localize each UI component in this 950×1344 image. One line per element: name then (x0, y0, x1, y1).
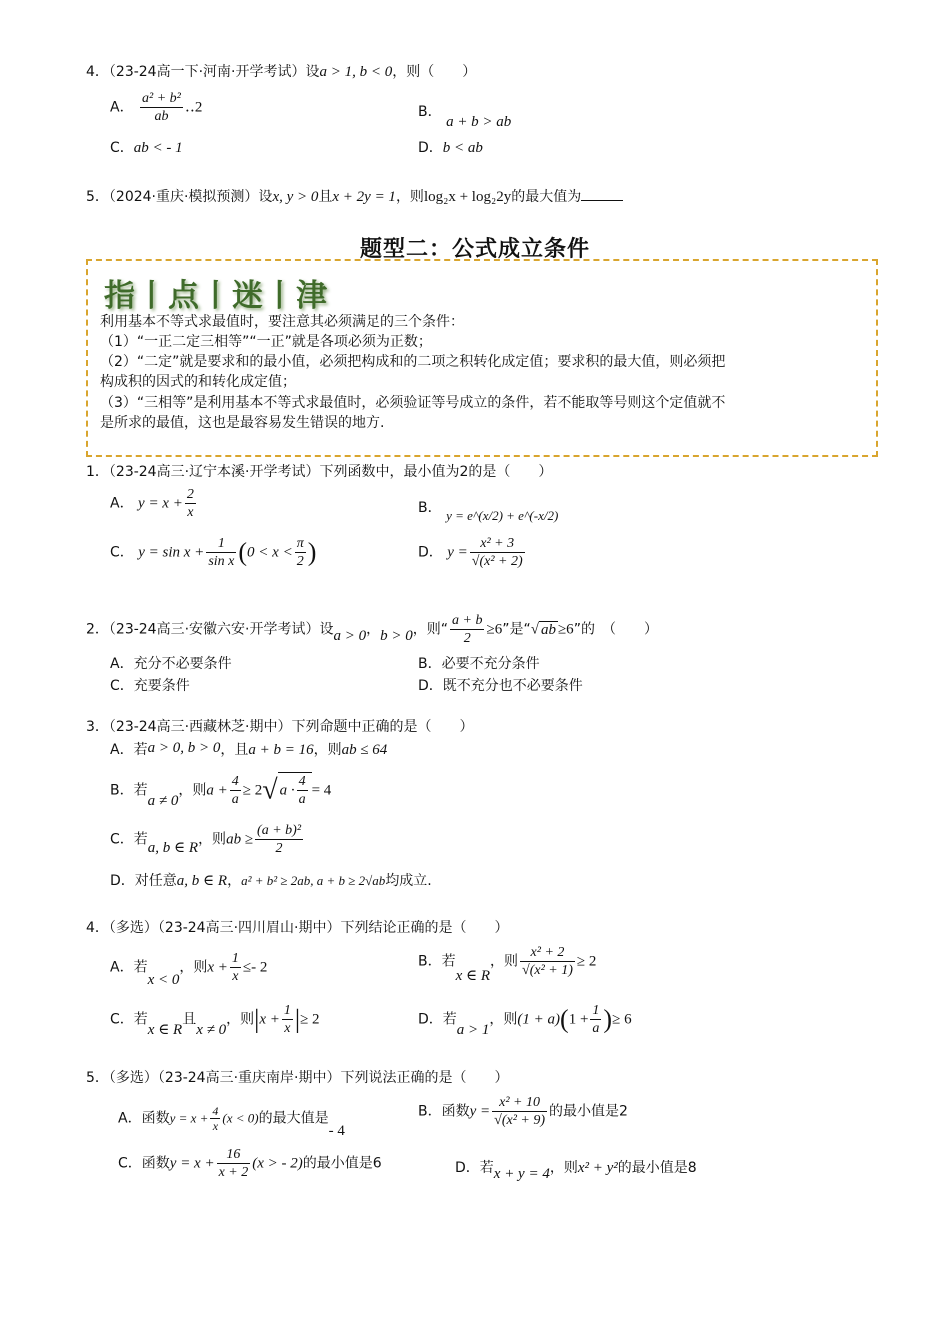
answer-blank[interactable] (581, 186, 623, 201)
q3-option-a: A．若a > 0, b > 0，且a + b = 16，则ab ≤ 64 (110, 740, 388, 758)
q2-option-d: D．既不充分也不必要条件 (418, 678, 583, 694)
question-3: 3．（23-24高三·西藏林芝·期中）下列命题中正确的是（ ） (86, 719, 474, 735)
q3-option-b: B．若a ≠ 0，则a + $\frac{4}{a}$ ≥ 2√ a · $\frac{4}{a}$ = 4 (110, 774, 332, 809)
q2-option-a: A．充分不必要条件 (110, 656, 232, 672)
q5-option-d: D．若x + y = 4，则x² + y²的最小值是8 (455, 1160, 697, 1182)
q1-option-a: A． y = x + $\frac{2}{x}$ (110, 487, 194, 520)
fraction: $\frac{1}{x}$ (231, 951, 239, 984)
fraction: $\frac{\text{x² + 10}}{\text{√(x² + 9)}}$ (494, 1095, 546, 1128)
tip-line: 构成积的因式的和转化成定值； (100, 374, 296, 390)
q1-option-d: D． y = $\frac{\text{x² + 3}}{\text{√(x² + 2)}}$ (418, 536, 523, 569)
fraction: $\frac{4}{a}$ (231, 774, 239, 807)
q5-option-c: C．函数y = x + $\frac{16}{x + 2}$ (x > - 2)的最小值是6 (118, 1147, 382, 1180)
prev-q4-option-a: A． $\frac{\text{a² + b²}}{ab}$ ‥2 (110, 91, 203, 124)
q4-option-a: A．若x < 0，则x + $\frac{1}{x}$ ≤- 2 (110, 951, 268, 988)
q3-option-d: D．对任意a, b ∈ R，a² + b² ≥ 2ab, a + b ≥ 2√ab均成立. (110, 873, 432, 889)
fraction: $\frac{1}{\text{sin x}}$ (208, 536, 235, 569)
question-5: 5．（多选）（23-24高三·重庆南岸·期中）下列说法正确的是（ ） (86, 1070, 509, 1086)
fraction: $\frac{a + b}{2}$ (452, 613, 483, 646)
question-4: 4．（多选）（23-24高三·四川眉山·期中）下列结论正确的是（ ） (86, 920, 509, 936)
tip-line: （1）“一正二定三相等”“一正”就是各项必须为正数； (100, 334, 432, 350)
q1-option-c: C． y = sin x + $\frac{1}{\text{sin x}}$ (0 < x < $\frac{\pi}{2}$ ) (110, 536, 317, 569)
fraction: $\frac{\text{(a + b)²}}{2}$ (257, 823, 302, 856)
q5-option-a: A．函数y = x + $\frac{4}{x}$ (x < 0)的最大值是- 4 (118, 1104, 345, 1139)
tip-line: （3）“三相等”是利用基本不等式求最值时，必须验证等号成立的条件，若不能取等号则这个定值就不 (100, 395, 726, 411)
tip-line: 利用基本不等式求最值时，要注意其必须满足的三个条件： (100, 314, 464, 330)
q4-option-d: D．若a > 1，则(1 + a)(1 + $\frac{1}{a}$ )≥ 6 (418, 1003, 632, 1038)
fraction: $\frac{\text{x² + 3}}{\text{√(x² + 2)}}$ (471, 536, 523, 569)
tip-line: 是所求的最值，这也是最容易发生错误的地方. (100, 415, 385, 431)
question-1: 1．（23-24高三·辽宁本溪·开学考试）下列函数中，最小值为2的是（ ） (86, 464, 553, 480)
prev-q4-option-c: C．ab < - 1 (110, 140, 183, 156)
question-2: 2．（23-24高三·安徽六安·开学考试）设a > 0，b > 0，则“ $\frac{a + b}{2}$ ≥6”是“√ ab ≥6”的 （ ） (86, 613, 658, 646)
tip-title: 指丨点丨迷丨津 (104, 278, 328, 314)
prev-q4-option-d: D．b < ab (418, 140, 483, 156)
q4-option-b: B．若x ∈ R，则 $\frac{\text{x² + 2}}{\text{√(x² + 1)}}$ ≥ 2 (418, 945, 597, 984)
prev-question-5: 5．（2024·重庆·模拟预测）设x, y > 0且x + 2y = 1，则log₂x + log₂2y的最大值为 (86, 186, 623, 207)
q2-option-b: B．必要不充分条件 (418, 656, 540, 672)
fraction: $\frac{\pi}{2}$ (296, 536, 304, 569)
q5-option-b: B．函数y = $\frac{\text{x² + 10}}{\text{√(x² + 9)}}$ 的最小值是2 (418, 1095, 628, 1128)
fraction: $\frac{1}{x}$ (283, 1003, 291, 1036)
fraction: $\frac{\text{a² + b²}}{ab}$ (142, 91, 181, 124)
fraction: $\frac{1}{a}$ (592, 1003, 600, 1036)
fraction: $\frac{\text{x² + 2}}{\text{√(x² + 1)}}$ (522, 945, 573, 978)
fraction: $\frac{2}{x}$ (186, 487, 194, 520)
fraction: $\frac{4}{a}$ (298, 774, 306, 807)
prev-q4-option-b: B． a + b > ab (418, 104, 512, 130)
q4-option-c: C．若x ∈ R且x ≠ 0，则|x + $\frac{1}{x}$ |≥ 2 (110, 1003, 320, 1038)
prev-question-4: 4．（23-24高一下·河南·开学考试）设a > 1, b < 0，则（ ） (86, 64, 477, 80)
fraction: $\frac{16}{x + 2}$ (218, 1147, 249, 1180)
tip-line: （2）“二定”就是要求和的最小值，必须把构成和的二项之积转化成定值；要求积的最大值，则必须把 (100, 354, 726, 370)
section-title: 题型二：公式成立条件 (359, 237, 590, 262)
fraction: $\frac{4}{x}$ (212, 1104, 219, 1133)
q1-option-b: B． y = e^(x/2) + e^(-x/2) (418, 500, 559, 523)
q3-option-c: C．若a, b ∈ R，则ab ≥ $\frac{\text{(a + b)²}}{2}$ (110, 823, 302, 856)
q2-option-c: C．充要条件 (110, 678, 190, 694)
